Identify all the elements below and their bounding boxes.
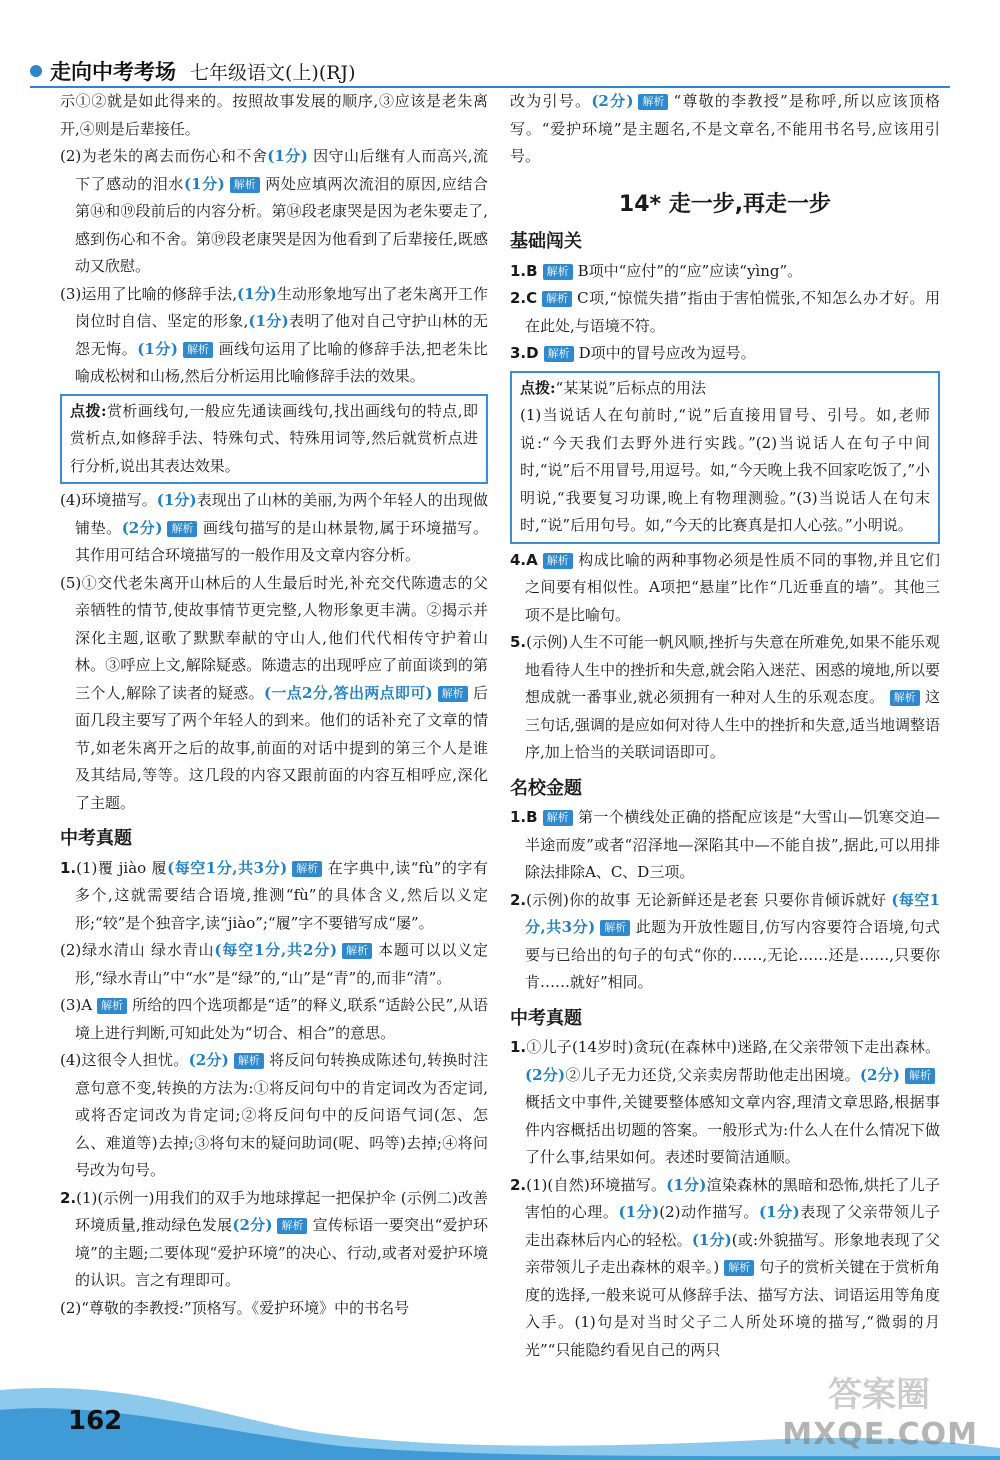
section-heading: 中考真题 [60,828,132,849]
answer-paragraph: 4.A 解析 构成比喻的两种事物必须是性质不同的事物,并且它们之间要有相似性。A项把“悬崖”比作“几近垂直的墙”。其他三项不是比喻句。 [510,550,940,624]
answer-paragraph: 2.C 解析 C项,“惊慌失措”指由于害怕慌张,不知怎么办才好。用在此处,与语境不符。 [510,289,940,335]
analysis-badge-icon: 解析 [167,521,197,537]
analysis-badge-icon: 解析 [543,264,573,280]
answer-paragraph: (3)A 解析 所给的四个选项都是“适”的释义,联系“适龄公民”,从语境上进行判断,可知此处为“切合、相合”的意思。 [60,996,488,1042]
answer-paragraph: (2)绿水清山 绿水青山(每空1分,共2分) 解析 本题可以以义定形,“绿水青山”中“水”是“绿”的,“山”是“青”的,而非“清”。 [60,941,488,987]
answer-paragraph: 2.(示例)你的故事 无论新鲜还是老套 只要你肯倾诉就好 (每空1分,共3分) 解析 此题为开放性题目,仿写内容要符合语境,句式要与已给出的句子的句式“你的……,无论……还是……,只要你肯……就好”相同。 [510,890,940,991]
answer-paragraph: 改为引号。(2分) 解析 “尊敬的李教授”是称呼,所以应该顶格写。“爱护环境”是主题名,不是文章名,不能用书名号,应该用引号。 [510,92,940,165]
analysis-badge-icon: 解析 [183,342,213,358]
answer-paragraph: 1.B 解析 B项中“应付”的“应”应读“yìng”。 [510,261,803,280]
answer-paragraph: 3.D 解析 D项中的冒号应改为逗号。 [510,344,756,362]
tip-box: 点拨:赏析画线句,一般应先通读画线句,找出画线句的特点,即赏析点,如修辞手法、特殊句式、特殊用词等,然后就赏析点进行分析,说出其表达效果。 [60,394,488,485]
analysis-badge-icon: 解析 [544,346,574,362]
lesson-title: 14* 走一步,再走一步 [618,191,832,217]
answer-paragraph: (3)运用了比喻的修辞手法,(1分)生动形象地写出了老朱离开工作岗位时自信、坚定的形象,(1分)表明了他对自己守护山林的无怨无悔。(1分) 解析 画线句运用了比喻的修辞手法,把老朱比喻成松树和山杨,然后分析运用比喻修辞手法的效果。 [60,284,488,385]
analysis-badge-icon: 解析 [97,998,127,1014]
analysis-badge-icon: 解析 [890,690,920,706]
section-heading: 基础闯关 [510,231,582,252]
answer-paragraph: (4)这很令人担忧。(2分) 解析 将反问句转换成陈述句,转换时注意句意不变,转换的方法为:①将反问句中的肯定词改为否定词,或将否定词改为肯定词;②将反问句中的反问语气词(怎、怎么、难道等)去掉;③将句末的疑问助词(呢、吗等)去掉;④将问号改为句号。 [60,1051,488,1179]
answer-paragraph: 2.(1)(自然)环境描写。(1分)渲染森林的黑暗和恐怖,烘托了儿子害怕的心理。(1分)(2)动作描写。(1分)表现了父亲带领儿子走出森林后内心的轻松。(1分)(或:外貌描写。形象地表现了父亲带领儿子走出森林的艰辛。) 解析 句子的赏析关键在于赏析角度的选择,一般来说可从修辞手法、描写方法、词语运用等角度入手。(1)句是对当时父子二人所处环境的描写,“微弱的月光”“只能隐约看见自己的两只 [510,1175,941,1359]
page-number: 162 [68,1406,123,1436]
analysis-badge-icon: 解析 [234,1053,264,1069]
tip-box: 点拨:“某某说”后标点的用法 (1)当说话人在句前时,“说”后直接用冒号、引号。如,老师说:“今天我们去野外进行实践。”(2)当说话人在句子中间时,“说”后不用冒号,用逗号。如,“今天晚上我不回家吃饭了,”小明说,“我要复习功课,晚上有物理测验。”(3)当说话人在句末时,“说”后用句号。如,“今天的比赛真是扣人心弦。”小明说。 [510,371,940,544]
answer-paragraph: (5)①交代老朱离开山林后的人生最后时光,补充交代陈遗志的父亲牺牲的情节,使故事情节更完整,人物形象更丰满。②揭示并深化主题,讴歌了默默奉献的守山人,他们代代相传守护着山林。③呼应上文,解除疑惑。陈遗志的出现呼应了前面谈到的第三个人,解除了读者的疑惑。(一点2分,答出两点即可) 解析 后面几段主要写了两个年轻人的到来。他们的话补充了文章的情节,如老朱离开之后的故事,前面的对话中提到的第三个人是谁及其结局,等等。这几段的内容又跟前面的内容互相呼应,深化了主题。 [60,573,488,812]
analysis-badge-icon: 解析 [543,553,573,569]
analysis-badge-icon: 解析 [230,177,260,193]
answer-paragraph: 示①②就是如此得来的。按照故事发展的顺序,③应该是老朱离开,④则是后辈接任。 [60,92,488,138]
analysis-badge-icon: 解析 [724,1260,754,1276]
grade-label: 七年级语文(上)(RJ) [190,61,356,84]
watermark-cn: 答案圈 [828,1375,930,1415]
answer-paragraph: (2)为老朱的离去而伤心和不舍(1分) 因守山后继有人而高兴,流下了感动的泪水(1分) 解析 两处应填两次流泪的原因,应结合第⑭和⑲段前后的内容分析。第⑭段老康哭是因为老朱要走了,感到伤心和不舍。第⑲段老康哭是因为他看到了后辈接任,既感动又欣慰。 [60,147,488,275]
answer-paragraph: 1.B 解析 第一个横线处正确的搭配应该是“大雪山—饥寒交迫—半途而废”或者“沼泽地—深陷其中—不能自拔”,据此,可以用排除法排除A、C、D三项。 [510,808,940,881]
answer-paragraph: (2)“尊敬的李教授:”顶格写。《爱护环境》中的书名号 [60,1298,410,1317]
page-header [30,56,950,88]
analysis-badge-icon: 解析 [638,94,668,110]
analysis-badge-icon: 解析 [438,686,468,702]
left-column [60,88,488,1322]
answer-paragraph: 1.①儿子(14岁时)贪玩(在森林中)迷路,在父亲带领下走出森林。(2分)②儿子无力还贷,父亲卖房帮助他走出困境。(2分) 解析概括文中事件,关键要整体感知文章内容,理清文章思路,根据事件内容概括出切题的答案。一般形式为:什么人在什么情况下做了什么事,结果如何。表述时要简洁通顺。 [510,1038,940,1166]
answer-paragraph: 5.(示例)人生不可能一帆风顺,挫折与失意在所难免,如果不能乐观地看待人生中的挫折和失意,就会陷入迷茫、困惑的境地,所以要想成就一番事业,就必须拥有一种对人生的乐观态度。 解析 这三句话,强调的是应如何对待人生中的挫折和失意,适当地调整语序,加上恰当的关联词语即可。 [510,633,940,761]
section-heading: 中考真题 [510,1007,582,1029]
right-column [510,88,940,1364]
analysis-badge-icon: 解析 [542,291,572,307]
analysis-badge-icon: 解析 [277,1218,307,1234]
analysis-badge-icon: 解析 [543,810,573,826]
series-title: 走向中考考场 [50,59,176,84]
analysis-badge-icon: 解析 [292,861,322,877]
bullet-dot-icon [30,65,42,77]
answer-paragraph: 1.(1)覆 jiào 履(每空1分,共3分) 解析 在字典中,读“fù”的字有多个,这就需要结合语境,推测“fù”的具体含义,然后以义定形;“较”是个独音字,读“jiào”;“履”字不要错写成“屡”。 [60,858,488,932]
analysis-badge-icon: 解析 [342,943,372,959]
answer-paragraph: (4)环境描写。(1分)表现出了山林的美丽,为两个年轻人的出现做铺垫。(2分) 解析 画线句描写的是山林景物,属于环境描写。其作用可结合环境描写的一般作用及文章内容分析。 [60,491,488,564]
analysis-badge-icon: 解析 [905,1068,935,1084]
answer-paragraph: 2.(1)(示例一)用我们的双手为地球撑起一把保护伞 (示例二)改善环境质量,推动绿色发展(2分) 解析 宣传标语一要突出“爱护环境”的主题;二要体现“爱护环境”的决心、行动,或者对爱护环境的认识。言之有理即可。 [60,1188,488,1289]
section-heading: 名校金题 [510,777,582,799]
analysis-badge-icon: 解析 [600,920,630,936]
watermark-en: MXQE.COM [782,1417,978,1452]
